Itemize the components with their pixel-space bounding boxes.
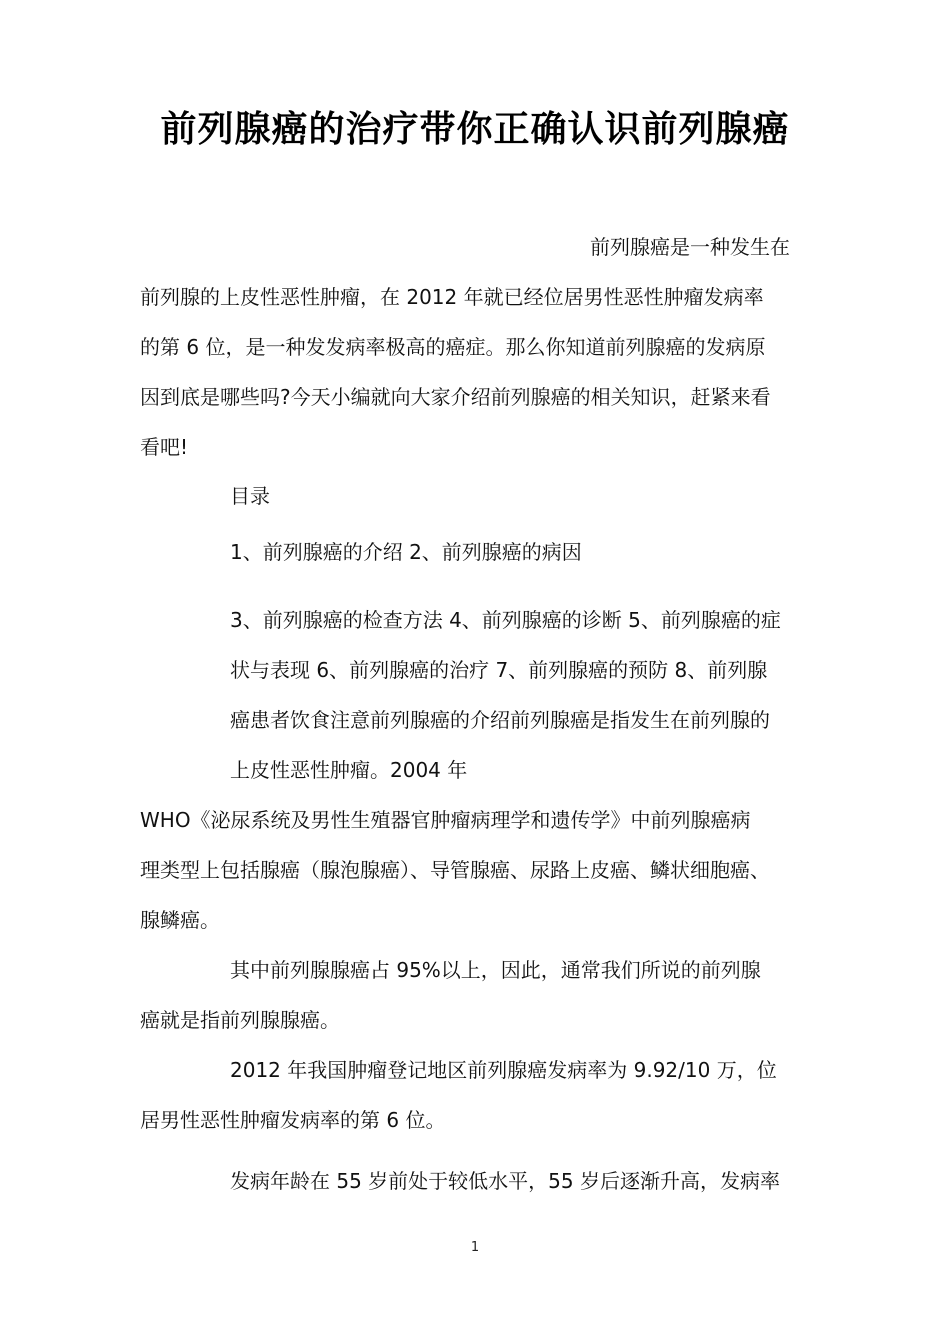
para-age-line: 发病年龄在 55 岁前处于较低水平，55 岁后逐渐升高，发病率	[230, 1169, 780, 1193]
intro-line-4: 因到底是哪些吗?今天小编就向大家介绍前列腺癌的相关知识，赶紧来看	[140, 385, 771, 409]
para-2012-line-2: 居男性恶性肿瘤发病率的第 6 位。	[140, 1108, 446, 1132]
para-95-line-1: 其中前列腺腺癌占 95%以上，因此，通常我们所说的前列腺	[230, 958, 761, 982]
page-number: 1	[470, 1240, 480, 1255]
document-title: 前列腺癌的治疗带你正确认识前列腺癌	[160, 109, 790, 150]
toc-line-4: 癌患者饮食注意前列腺癌的介绍前列腺癌是指发生在前列腺的	[230, 708, 770, 732]
intro-line-5: 看吧!	[140, 435, 189, 459]
toc-line-3: 状与表现 6、前列腺癌的治疗 7、前列腺癌的预防 8、前列腺	[230, 658, 768, 682]
para-2012-line-1: 2012 年我国肿瘤登记地区前列腺癌发病率为 9.92/10 万，位	[230, 1058, 777, 1082]
who-line-3: 腺鳞癌。	[140, 908, 220, 932]
intro-line-2: 前列腺的上皮性恶性肿瘤，在 2012 年就已经位居男性恶性肿瘤发病率	[140, 285, 764, 309]
who-line-1: WHO《泌尿系统及男性生殖器官肿瘤病理学和遗传学》中前列腺癌病	[140, 808, 751, 832]
para-95-line-2: 癌就是指前列腺腺癌。	[140, 1008, 340, 1032]
intro-line-1: 前列腺癌是一种发生在	[590, 235, 790, 259]
toc-line-5: 上皮性恶性肿瘤。2004 年	[230, 758, 468, 782]
toc-line-2: 3、前列腺癌的检查方法 4、前列腺癌的诊断 5、前列腺癌的症	[230, 608, 781, 632]
intro-line-3: 的第 6 位，是一种发发病率极高的癌症。那么你知道前列腺癌的发病原	[140, 335, 766, 359]
who-line-2: 理类型上包括腺癌（腺泡腺癌）、导管腺癌、尿路上皮癌、鳞状细胞癌、	[140, 858, 770, 882]
toc-line-1: 1、前列腺癌的介绍 2、前列腺癌的病因	[230, 540, 582, 564]
toc-heading: 目录	[230, 484, 270, 508]
